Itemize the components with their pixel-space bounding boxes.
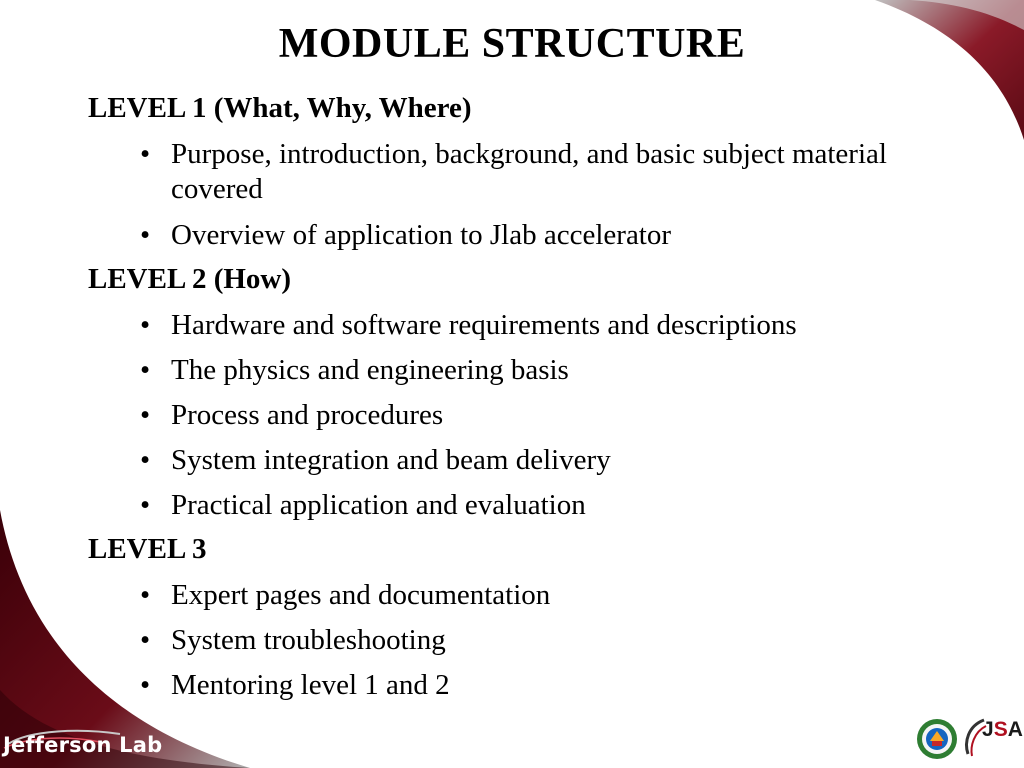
bullet-text: Overview of application to Jlab accelerator bbox=[171, 219, 672, 251]
bullet-text: Mentoring level 1 and 2 bbox=[171, 669, 450, 701]
bullet-item bbox=[140, 668, 920, 703]
bullet-text: The physics and engineering basis bbox=[171, 354, 569, 386]
jsa-letter-s: S bbox=[993, 718, 1008, 741]
level-1-heading: LEVEL 1 (What, Why, Where) bbox=[88, 92, 472, 124]
bullet-glyph: • bbox=[140, 219, 151, 251]
jsa-wordmark bbox=[982, 718, 1023, 742]
bullet-text: System troubleshooting bbox=[171, 624, 446, 656]
bullet-glyph: • bbox=[140, 399, 151, 431]
bullet-item bbox=[140, 398, 920, 433]
bullet-glyph: • bbox=[140, 489, 151, 521]
bullet-glyph: • bbox=[140, 138, 151, 170]
jsa-letter-a: A bbox=[1007, 718, 1023, 741]
jefferson-lab-wordmark: Jefferson Lab bbox=[3, 733, 163, 757]
bullet-item bbox=[140, 443, 920, 478]
bullet-item bbox=[140, 137, 920, 207]
bullet-item bbox=[140, 353, 920, 388]
bullet-item bbox=[140, 578, 920, 613]
bullet-text: Practical application and evaluation bbox=[171, 489, 586, 521]
bullet-glyph: • bbox=[140, 354, 151, 386]
bullet-text: Purpose, introduction, background, and basic subject material covered bbox=[171, 138, 887, 205]
bullet-item bbox=[140, 218, 920, 253]
bullet-item bbox=[140, 308, 920, 343]
bullet-item bbox=[140, 623, 920, 658]
bullet-text: Expert pages and documentation bbox=[171, 579, 551, 611]
bullet-text: System integration and beam delivery bbox=[171, 444, 611, 476]
bullet-item bbox=[140, 488, 920, 523]
bullet-glyph: • bbox=[140, 579, 151, 611]
bullet-text: Process and procedures bbox=[171, 399, 444, 431]
bullet-glyph: • bbox=[140, 444, 151, 476]
slide-title: MODULE STRUCTURE bbox=[278, 21, 746, 67]
level-2-heading: LEVEL 2 (How) bbox=[88, 263, 292, 295]
bullet-text: Hardware and software requirements and descriptions bbox=[171, 309, 797, 341]
bullet-glyph: • bbox=[140, 309, 151, 341]
bullet-glyph: • bbox=[140, 624, 151, 656]
bullet-glyph: • bbox=[140, 669, 151, 701]
doe-seal-icon bbox=[915, 717, 959, 761]
level-3-heading: LEVEL 3 bbox=[88, 533, 207, 565]
jsa-letter-j: J bbox=[982, 718, 994, 741]
